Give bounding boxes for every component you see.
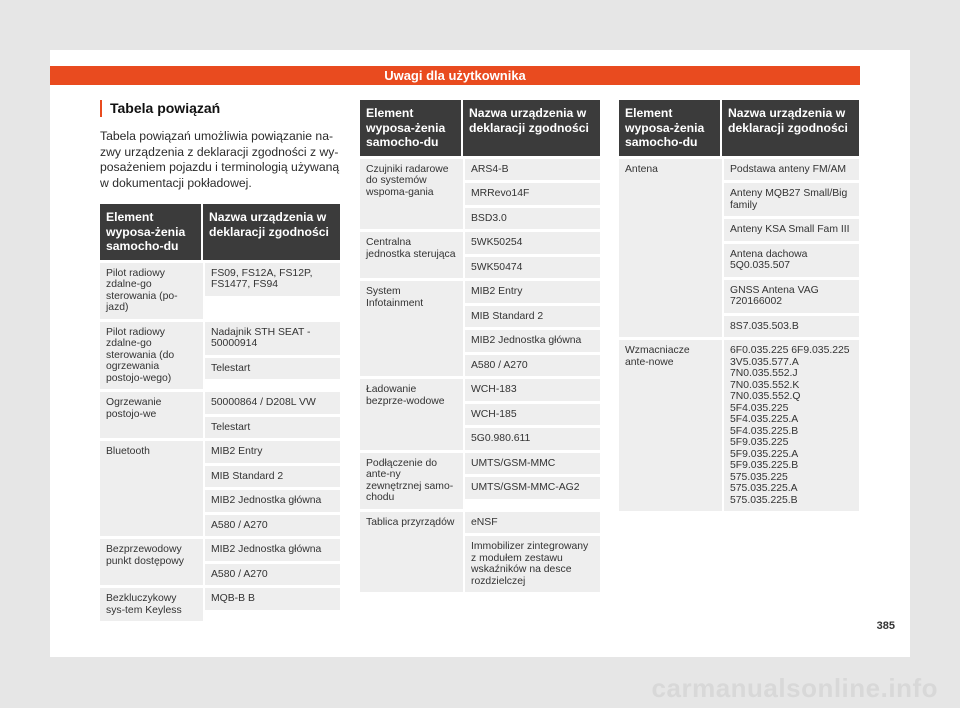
page-number: 385: [876, 620, 895, 632]
device-cell: 50000864 / D208L VW: [205, 392, 340, 414]
device-cell: A580 / A270: [205, 564, 340, 586]
device-cell: FS09, FS12A, FS12P, FS1477, FS94: [205, 263, 340, 296]
header-device-name: Nazwa urządzenia w deklaracji zgodności: [209, 210, 329, 239]
device-cell: Anteny MQB27 Small/Big family: [724, 183, 859, 216]
column-left: [100, 100, 340, 621]
device-cell: eNSF: [465, 512, 600, 534]
equipment-cell: Bezkluczykowy sys-tem Keyless: [100, 588, 203, 621]
device-cell: Antena dachowa 5Q0.035.507: [724, 244, 859, 277]
device-cell: 8S7.035.503.B: [724, 316, 859, 338]
header-device-name: Nazwa urządzenia w deklaracji zgodności: [728, 106, 848, 135]
table-row: [100, 441, 340, 536]
device-cells: [205, 263, 340, 319]
table-header: [360, 100, 600, 156]
header-equipment: Element wyposa-żenia samocho-du: [100, 204, 203, 260]
device-cell: ARS4-B: [465, 159, 600, 181]
device-cell: Immobilizer zintegrowany z modułem zestawu wskaźników na desce rozdzielczej: [465, 536, 600, 592]
device-cell: MIB2 Jednostka główna: [205, 539, 340, 561]
header-equipment: Element wyposa-żenia samocho-du: [619, 100, 722, 156]
table-row: [360, 379, 600, 450]
header-device-name: Nazwa urządzenia w deklaracji zgodności: [469, 106, 589, 135]
device-cells: [205, 392, 340, 438]
equipment-cell: Pilot radiowy zdalne-go sterowania (do ogrzewania postojo-wego): [100, 322, 203, 390]
column-middle: [360, 100, 600, 592]
device-cells: [205, 539, 340, 585]
device-cell: GNSS Antena VAG 720166002: [724, 280, 859, 313]
device-cell: 5G0.980.611: [465, 428, 600, 450]
device-cells: [205, 441, 340, 536]
device-cell: UMTS/GSM-MMC: [465, 453, 600, 475]
section-banner: Uwagi dla użytkownika: [50, 66, 860, 85]
device-cell: MIB Standard 2: [465, 306, 600, 328]
device-cell: BSD3.0: [465, 208, 600, 230]
device-cell: Anteny KSA Small Fam III: [724, 219, 859, 241]
table-row: [360, 453, 600, 509]
table-row: [100, 392, 340, 438]
device-cell: MIB Standard 2: [205, 466, 340, 488]
device-cell: 6F0.035.225 6F9.035.225 3V5.035.577.A 7N0.035.552.J 7N0.035.552.K 7N0.035.552.Q 5F4.035.225 5F4.035.225.A 5F4.035.225.B 5F9.035.225 5F9.035.225.A 5F9.035.225.B 575.035.225 575.035.225.A 575.035.225.B: [724, 340, 859, 511]
device-cell: MIB2 Entry: [205, 441, 340, 463]
device-cell: A580 / A270: [465, 355, 600, 377]
equipment-cell: Wzmacniacze ante-nowe: [619, 340, 722, 511]
table-row: [360, 281, 600, 376]
device-cells: [205, 588, 340, 621]
mapping-table-1: [100, 204, 340, 621]
device-cell: UMTS/GSM-MMC-AG2: [465, 477, 600, 499]
device-cells: [724, 340, 859, 511]
equipment-cell: Podłączenie do ante-ny zewnętrznej samo-chodu: [360, 453, 463, 509]
mapping-table-2: [360, 100, 600, 592]
device-cell: Telestart: [205, 417, 340, 439]
device-cells: [465, 512, 600, 593]
device-cells: [465, 379, 600, 450]
table-row: [100, 539, 340, 585]
device-cell: MIB2 Jednostka główna: [465, 330, 600, 352]
device-cells: [465, 281, 600, 376]
equipment-cell: Centralna jednostka sterująca: [360, 232, 463, 278]
device-cell: Nadajnik STH SEAT - 50000914: [205, 322, 340, 355]
equipment-cell: Antena: [619, 159, 722, 338]
intro-paragraph: Tabela powiązań umożliwia powiązanie na-zwy urządzenia z deklaracji zgodności z wy-posażeniem pojazdu i terminologią używaną w dokumentacji pokładowej.: [100, 129, 340, 190]
table-row: [619, 340, 859, 511]
device-cell: Telestart: [205, 358, 340, 380]
device-cell: A580 / A270: [205, 515, 340, 537]
mapping-table-3: [619, 100, 859, 511]
equipment-cell: Tablica przyrządów: [360, 512, 463, 593]
table-row: [360, 159, 600, 230]
device-cell: WCH-185: [465, 404, 600, 426]
equipment-cell: Pilot radiowy zdalne-go sterowania (po-jazd): [100, 263, 203, 319]
table-row: [360, 232, 600, 278]
table-row: [619, 159, 859, 338]
table-header: [100, 204, 340, 260]
device-cells: [465, 232, 600, 278]
device-cell: MRRevo14F: [465, 183, 600, 205]
device-cell: MIB2 Entry: [465, 281, 600, 303]
device-cell: MIB2 Jednostka główna: [205, 490, 340, 512]
device-cells: [724, 159, 859, 338]
device-cell: 5WK50474: [465, 257, 600, 279]
device-cell: 5WK50254: [465, 232, 600, 254]
section-heading: Tabela powiązań: [100, 100, 340, 117]
equipment-cell: System Infotainment: [360, 281, 463, 376]
device-cells: [205, 322, 340, 390]
device-cell: MQB-B B: [205, 588, 340, 610]
device-cell: WCH-183: [465, 379, 600, 401]
equipment-cell: Bluetooth: [100, 441, 203, 536]
table-row: [360, 512, 600, 593]
column-right: [619, 100, 859, 511]
watermark: carmanualsonline.info: [651, 673, 938, 703]
equipment-cell: Ogrzewanie postojo-we: [100, 392, 203, 438]
equipment-cell: Czujniki radarowe do systemów wspoma-gania: [360, 159, 463, 230]
equipment-cell: Bezprzewodowy punkt dostępowy: [100, 539, 203, 585]
table-row: [100, 322, 340, 390]
header-equipment: Element wyposa-żenia samocho-du: [360, 100, 463, 156]
device-cells: [465, 453, 600, 509]
table-header: [619, 100, 859, 156]
table-row: [100, 588, 340, 621]
device-cell: Podstawa anteny FM/AM: [724, 159, 859, 181]
device-cells: [465, 159, 600, 230]
equipment-cell: Ładowanie bezprze-wodowe: [360, 379, 463, 450]
table-row: [100, 263, 340, 319]
